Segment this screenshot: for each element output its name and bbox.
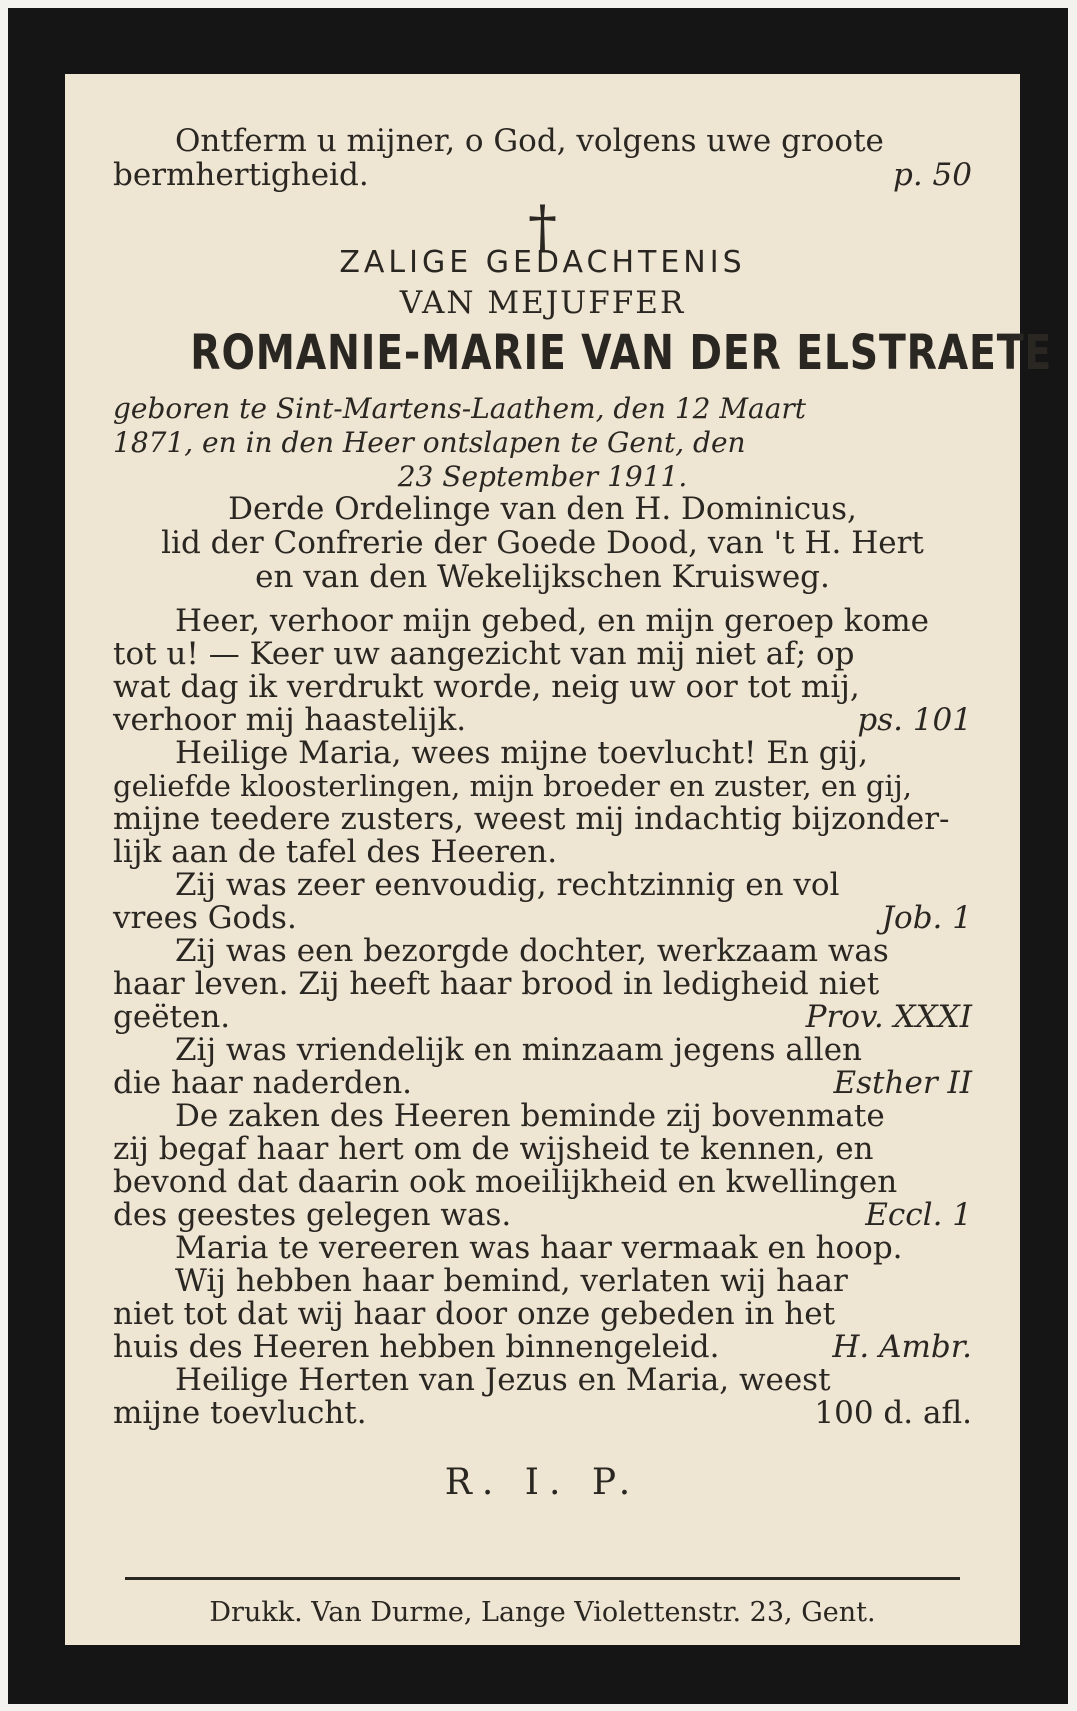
birth-line-3: 23 September 1911. — [397, 460, 688, 493]
membership-line-1: Derde Ordelinge van den H. Dominicus, — [228, 491, 857, 527]
ref-prov: Prov. XXXI — [805, 999, 972, 1035]
body-line — [113, 1000, 972, 1034]
heading-zalige: ZALIGE GEDACHTENIS — [339, 245, 746, 280]
printer-imprint: Drukk. Van Durme, Lange Violettenstr. 23, Gent. — [209, 1597, 876, 1628]
body-line: mijne teedere zusters, weest mij indachtig bijzonder- — [113, 801, 950, 837]
body-line-text: geëten. — [113, 999, 231, 1035]
body-line-text: des geestes gelegen was. — [113, 1197, 512, 1233]
ref-esther: Esther II — [833, 1065, 972, 1101]
body-line: bevond dat daarin ook moeilijkheid en kwellingen — [113, 1164, 898, 1200]
body-line: Heilige Maria, wees mijne toevlucht! En gij, — [175, 735, 869, 771]
body-line — [113, 703, 972, 737]
body-line-text: huis des Heeren hebben binnengeleid. — [113, 1329, 720, 1365]
body-line: Wij hebben haar bemind, verlaten wij haar — [175, 1263, 848, 1299]
indulgence-note: 100 d. afl. — [814, 1395, 972, 1431]
body-line-text: die haar naderden. — [113, 1065, 413, 1101]
psalm-ref: p. 50 — [893, 157, 972, 193]
body-line — [113, 1066, 972, 1100]
deceased-name: ROMANIE-MARIE VAN DER ELSTRAETE — [190, 325, 1053, 381]
divider — [125, 1577, 960, 1580]
body-line: lijk aan de tafel des Heeren. — [113, 834, 558, 870]
body-line: Zij was vriendelijk en minzaam jegens allen — [175, 1032, 863, 1068]
body-line: Zij was zeer eenvoudig, rechtzinnig en vol — [175, 867, 840, 903]
body-line: De zaken des Heeren beminde zij bovenmate — [175, 1098, 885, 1134]
psalm-line-2 — [113, 158, 972, 192]
memorial-card — [8, 8, 1068, 1704]
ref-job: Job. 1 — [881, 900, 972, 936]
rip-text: R. I. P. — [444, 1462, 641, 1503]
body-line — [113, 1330, 972, 1364]
body-line: tot u! — Keer uw aangezicht van mij niet af; op — [113, 636, 855, 672]
body-line — [113, 901, 972, 935]
ref-ambr: H. Ambr. — [832, 1329, 972, 1365]
birth-line-2: 1871, en in den Heer ontslapen te Gent, den — [113, 426, 746, 459]
body-line: Heer, verhoor mijn gebed, en mijn geroep kome — [175, 603, 929, 639]
body-line: Heilige Herten van Jezus en Maria, weest — [175, 1362, 831, 1398]
membership-line-2: lid der Confrerie der Goede Dood, van 't H. Hert — [161, 525, 924, 561]
psalm-line-2-text: bermhertigheid. — [113, 157, 369, 193]
body-line: geliefde kloosterlingen, mijn broeder en zuster, en gij, — [113, 769, 912, 803]
psalm-line-1: Ontferm u mijner, o God, volgens uwe groote — [175, 123, 884, 159]
body-line: haar leven. Zij heeft haar brood in ledigheid niet — [113, 966, 880, 1002]
body-line: wat dag ik verdrukt worde, neig uw oor tot mij, — [113, 669, 860, 705]
body-line-text: verhoor mij haastelijk. — [113, 702, 467, 738]
body-line — [113, 1396, 972, 1430]
body-line: Zij was een bezorgde dochter, werkzaam was — [175, 933, 889, 969]
membership-line-3: en van den Wekelijkschen Kruisweg. — [255, 559, 830, 595]
body-line: Maria te vereeren was haar vermaak en hoop. — [175, 1230, 903, 1266]
cross-icon: † — [528, 193, 557, 261]
body-line-text: mijne toevlucht. — [113, 1395, 367, 1431]
ref-eccl: Eccl. 1 — [865, 1197, 972, 1233]
body-line-text: vrees Gods. — [113, 900, 297, 936]
card-paper — [65, 74, 1053, 1645]
body-line — [113, 1198, 972, 1232]
heading-van-mejuffer: VAN MEJUFFER — [399, 285, 686, 321]
birth-line-1: geboren te Sint-Martens-Laathem, den 12 Maart — [113, 392, 807, 425]
body-line: zij begaf haar hert om de wijsheid te kennen, en — [113, 1131, 874, 1167]
ref-ps101: ps. 101 — [857, 702, 972, 738]
body-line: niet tot dat wij haar door onze gebeden in het — [113, 1296, 836, 1332]
